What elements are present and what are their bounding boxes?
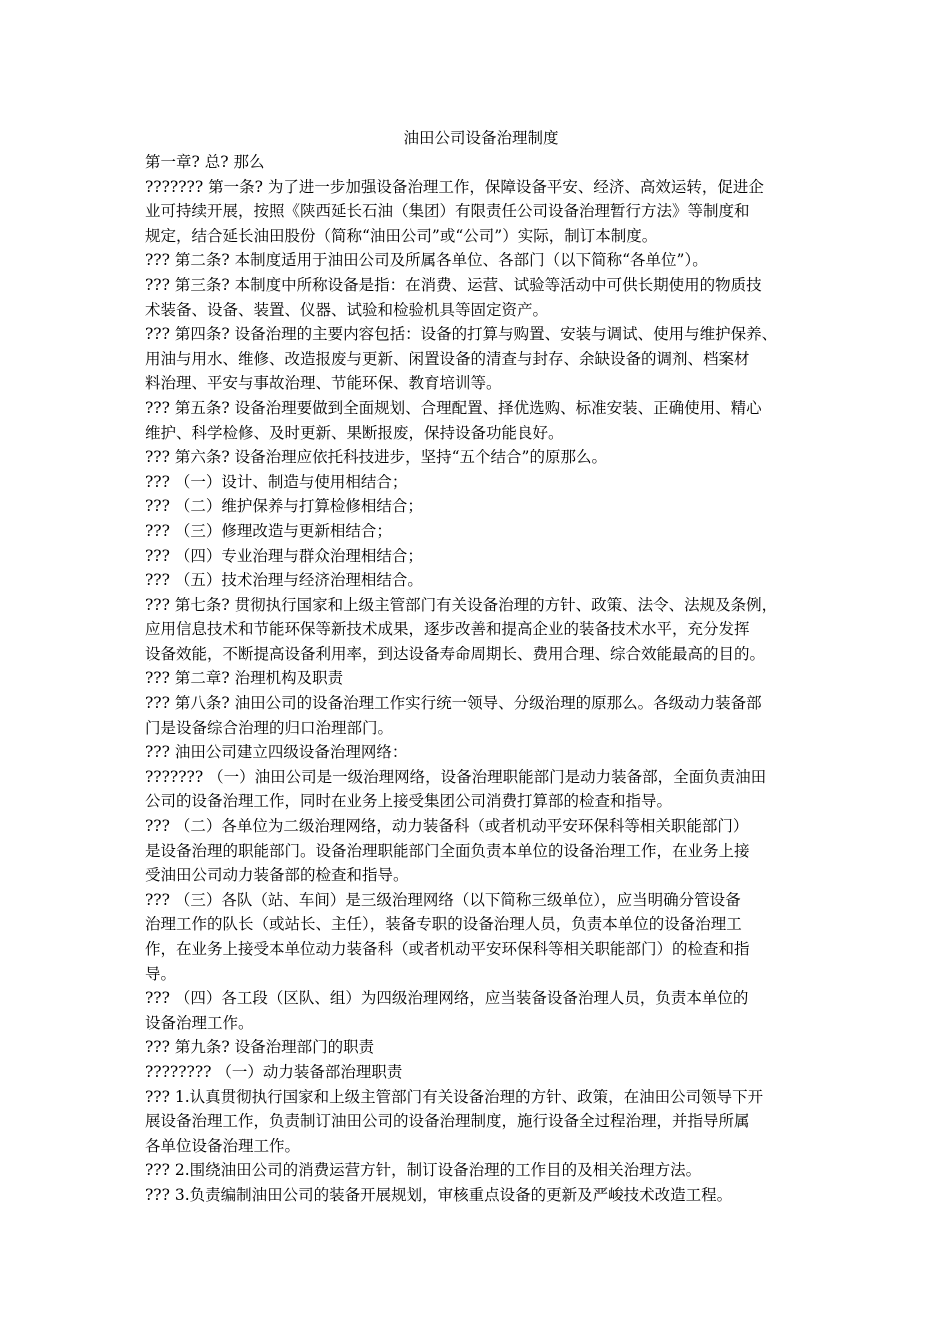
body-line: ??? 第四条? 设备治理的主要内容包括：设备的打算与购置、安装与调试、使用与维护保养、: [145, 325, 778, 344]
body-line: 用油与用水、维修、改造报废与更新、闲置设备的清查与封存、余缺设备的调剂、档案材: [145, 349, 750, 368]
body-line: 设备治理工作。: [145, 1013, 254, 1032]
body-line: 是设备治理的职能部门。设备治理职能部门全面负责本单位的设备治理工作，在业务上接: [145, 841, 750, 860]
body-line: ??? 第九条? 设备治理部门的职责: [145, 1038, 375, 1057]
body-line: ??? （二）维护保养与打算检修相结合；: [145, 497, 423, 516]
body-line: ??? （四）各工段（区队、组）为四级治理网络，应当装备设备治理人员，负责本单位的: [145, 989, 749, 1008]
body-line: ??? 第三条? 本制度中所称设备是指：在消费、运营、试验等活动中可供长期使用的物质技: [145, 275, 762, 294]
body-line: 治理工作的队长（或站长、主任），装备专职的设备治理人员，负责本单位的设备治理工: [145, 915, 742, 934]
body-line: 公司的设备治理工作，同时在业务上接受集团公司消费打算部的检查和指导。: [145, 792, 673, 811]
body-line: 各单位设备治理工作。: [145, 1136, 301, 1155]
body-line: 业可持续开展，按照《陕西延长石油（集团）有限责任公司设备治理暂行方法》等制度和: [145, 202, 750, 221]
body-line: ??? （三）各队（站、车间）是三级治理网络（以下简称三级单位），应当明确分管设备: [145, 890, 741, 909]
document-title: 油田公司设备治理制度: [403, 129, 559, 147]
body-line: ??? 油田公司建立四级设备治理网络：: [145, 743, 408, 762]
body-line: ??? 第二条? 本制度适用于油田公司及所属各单位、各部门（以下简称“各单位”）。: [145, 251, 708, 270]
body-line: 第一章? 总? 那么: [145, 153, 265, 171]
body-line: 设备效能，不断提高设备利用率，到达设备寿命周期长、费用合理、综合效能最高的目的。: [145, 644, 766, 663]
body-line: ??? 1.认真贯彻执行国家和上级主管部门有关设备治理的方针、政策，在油田公司领导下开: [145, 1087, 764, 1106]
body-line: ??? 第五条? 设备治理要做到全面规划、合理配置、择优选购、标准安装、正确使用、精心: [145, 398, 762, 417]
body-line: 受油田公司动力装备部的检查和指导。: [145, 866, 409, 885]
body-line: ??? （四）专业治理与群众治理相结合；: [145, 546, 423, 565]
body-line: 作，在业务上接受本单位动力装备科（或者机动平安环保科等相关职能部门）的检查和指: [145, 940, 750, 958]
body-line: 门是设备综合治理的归口治理部门。: [145, 718, 394, 737]
body-line: ??? （二）各单位为二级治理网络，动力装备科（或者机动平安环保科等相关职能部门）: [145, 817, 749, 836]
body-line: ??? 3.负责编制油田公司的装备开展规划，审核重点设备的更新及严峻技术改造工程。: [145, 1185, 733, 1204]
body-line: 规定，结合延长油田股份（简称“油田公司”或“公司”）实际，制订本制度。: [145, 226, 658, 245]
body-line: 术装备、设备、装置、仪器、试验和检验机具等固定资产。: [145, 300, 549, 319]
body-line: ??????? （一）油田公司是一级治理网络，设备治理职能部门是动力装备部，全面负责油田: [145, 767, 767, 786]
document-page: [145, 126, 817, 1208]
body-line: 料治理、平安与事故治理、节能环保、教育培训等。: [145, 374, 502, 393]
body-line: ??? （三）修理改造与更新相结合；: [145, 521, 392, 540]
body-line: ??? 2.围绕油田公司的消费运营方针，制订设备治理的工作目的及相关治理方法。: [145, 1161, 702, 1180]
body-line: ??? 第八条? 油田公司的设备治理工作实行统一领导、分级治理的原那么。各级动力装备部: [145, 694, 762, 713]
body-line: ??? 第六条? 设备治理应依托科技进步，坚持“五个结合”的原那么。: [145, 448, 607, 467]
body-line: ??? （一）设计、制造与使用相结合；: [145, 472, 408, 491]
body-line: ??? （五）技术治理与经济治理相结合。: [145, 571, 423, 590]
body-line: ??????? 第一条? 为了进一步加强设备治理工作，保障设备平安、经济、高效运转，促进企: [145, 177, 764, 196]
document-body: [145, 150, 817, 1208]
body-line: 应用信息技术和节能环保等新技术成果，逐步改善和提高企业的装备技术水平，充分发挥: [145, 620, 750, 639]
body-line: 维护、科学检修、及时更新、果断报废，保持设备功能良好。: [145, 423, 564, 442]
body-line: 展设备治理工作，负责制订油田公司的设备治理制度，施行设备全过程治理，并指导所属: [145, 1112, 750, 1131]
body-line: ???????? （一）动力装备部治理职责: [145, 1062, 403, 1081]
body-line: ??? 第七条? 贯彻执行国家和上级主管部门有关设备治理的方针、政策、法令、法规及条例，: [145, 595, 778, 614]
body-line: 导。: [145, 964, 177, 983]
body-line: ??? 第二章? 治理机构及职责: [145, 669, 344, 688]
